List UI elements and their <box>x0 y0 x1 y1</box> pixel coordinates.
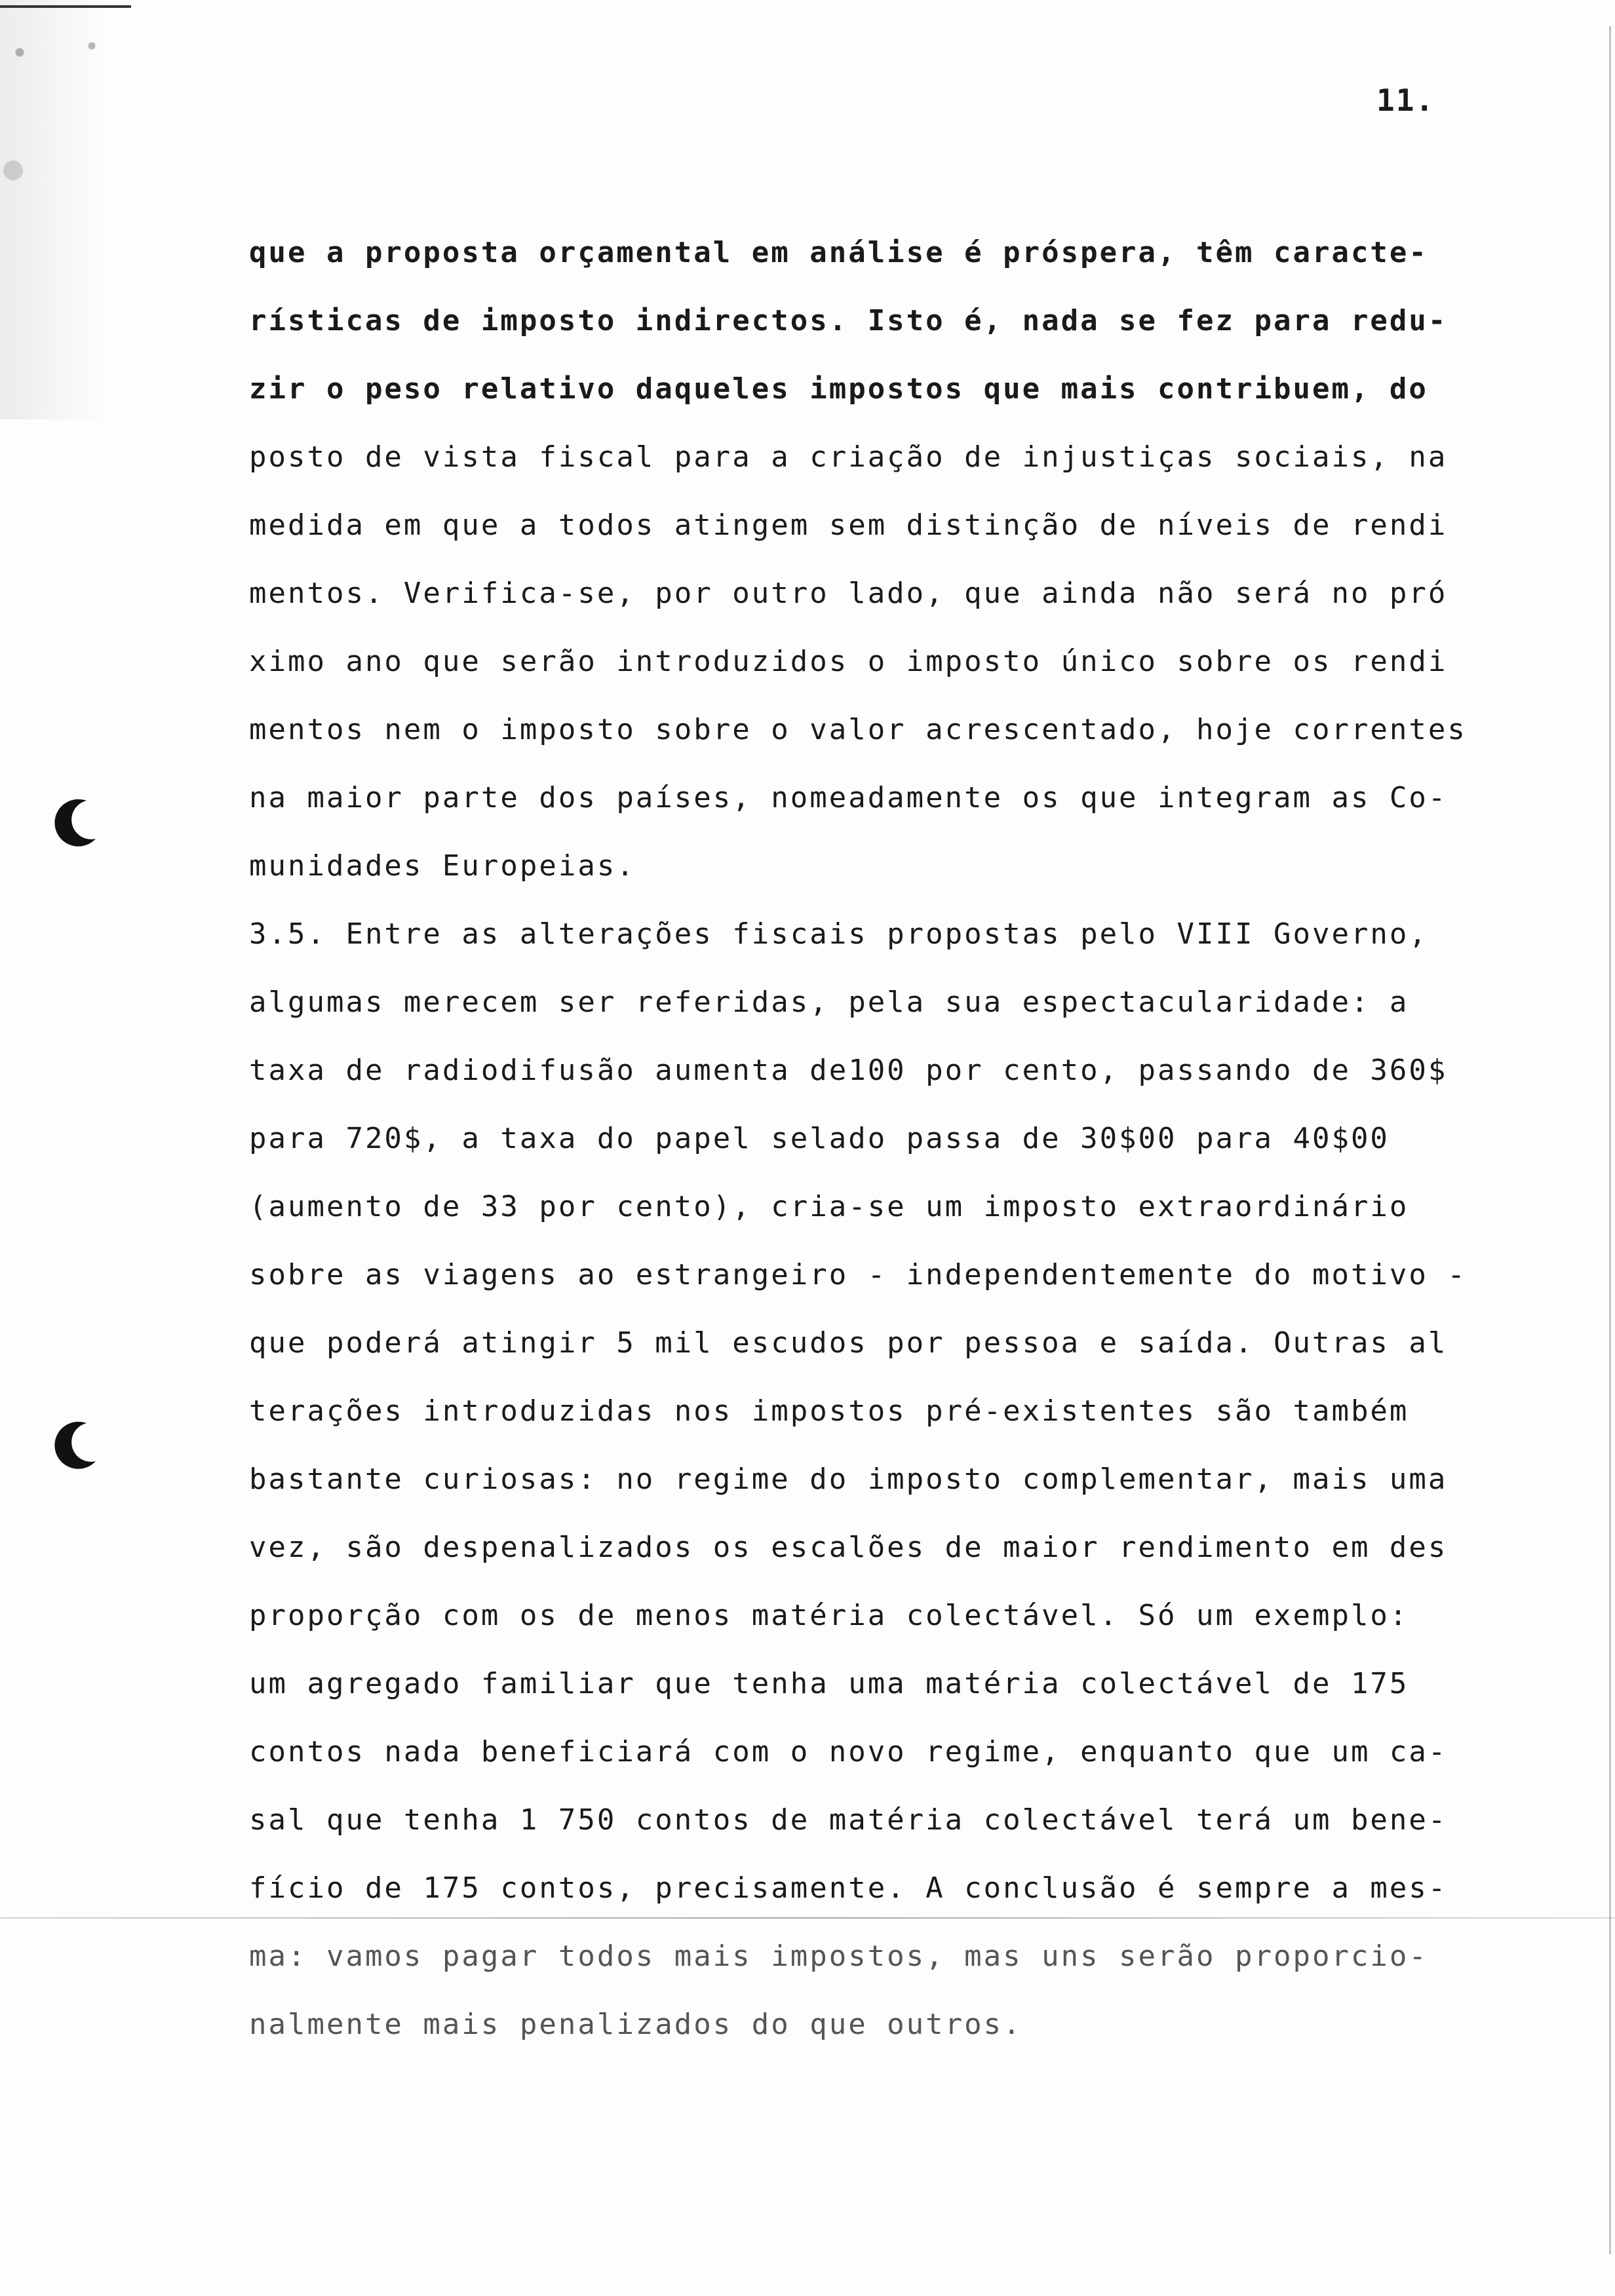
body-text <box>249 219 1494 2059</box>
binder-ring-icon <box>41 1415 100 1474</box>
text-line: zir o peso relativo daqueles impostos que mais contribuem, do <box>249 372 1428 406</box>
text-line: que poderá atingir 5 mil escudos por pessoa e saída. Outras al <box>249 1326 1448 1360</box>
text-line: posto de vista fiscal para a criação de injustiças sociais, na <box>249 440 1448 474</box>
text-line: fício de 175 contos, precisamente. A conclusão é sempre a mes- <box>249 1871 1448 1905</box>
text-line: um agregado familiar que tenha uma matéria colectável de 175 <box>249 1667 1409 1700</box>
text-line: na maior parte dos países, nomeadamente os que integram as Co- <box>249 781 1448 814</box>
text-line: mentos nem o imposto sobre o valor acrescentado, hoje correntes <box>249 713 1467 746</box>
text-line: nalmente mais penalizados do que outros. <box>249 2008 1022 2041</box>
text-line: para 720$, a taxa do papel selado passa de 30$00 para 40$00 <box>249 1122 1390 1155</box>
text-line: bastante curiosas: no regime do imposto complementar, mais uma <box>249 1463 1448 1496</box>
scan-artifact-top-line <box>0 5 131 8</box>
text-line: ma: vamos pagar todos mais impostos, mas uns serão proporcio- <box>249 1940 1428 1973</box>
text-line: algumas merecem ser referidas, pela sua espectacularidade: a <box>249 985 1409 1019</box>
page-number: 11. <box>1376 83 1435 118</box>
scan-artifact-left <box>0 0 138 419</box>
scan-artifact-right-edge <box>1609 26 1611 2254</box>
text-line: mentos. Verifica-se, por outro lado, que ainda não será no pró <box>249 577 1448 610</box>
text-line: taxa de radiodifusão aumenta de100 por cento, passando de 360$ <box>249 1054 1448 1087</box>
text-line: contos nada beneficiará com o novo regime, enquanto que um ca- <box>249 1735 1448 1769</box>
text-line: sal que tenha 1 750 contos de matéria colectável terá um bene- <box>249 1803 1448 1837</box>
text-line: 3.5. Entre as alterações fiscais propostas pelo VIII Governo, <box>249 917 1428 951</box>
text-line: terações introduzidas nos impostos pré-existentes são também <box>249 1394 1409 1428</box>
binder-ring-icon <box>41 793 100 852</box>
text-line: ximo ano que serão introduzidos o imposto único sobre os rendi <box>249 645 1448 678</box>
text-line: rísticas de imposto indirectos. Isto é, nada se fez para redu- <box>249 304 1448 337</box>
text-line: medida em que a todos atingem sem distinção de níveis de rendi <box>249 508 1448 542</box>
text-line: vez, são despenalizados os escalões de maior rendimento em des <box>249 1531 1448 1564</box>
text-line: munidades Europeias. <box>249 849 636 883</box>
text-line: que a proposta orçamental em análise é próspera, têm caracte- <box>249 236 1428 269</box>
text-line: proporção com os de menos matéria colectável. Só um exemplo: <box>249 1599 1409 1632</box>
text-line: sobre as viagens ao estrangeiro - independentemente do motivo - <box>249 1258 1467 1292</box>
text-line: (aumento de 33 por cento), cria-se um imposto extraordinário <box>249 1190 1409 1223</box>
